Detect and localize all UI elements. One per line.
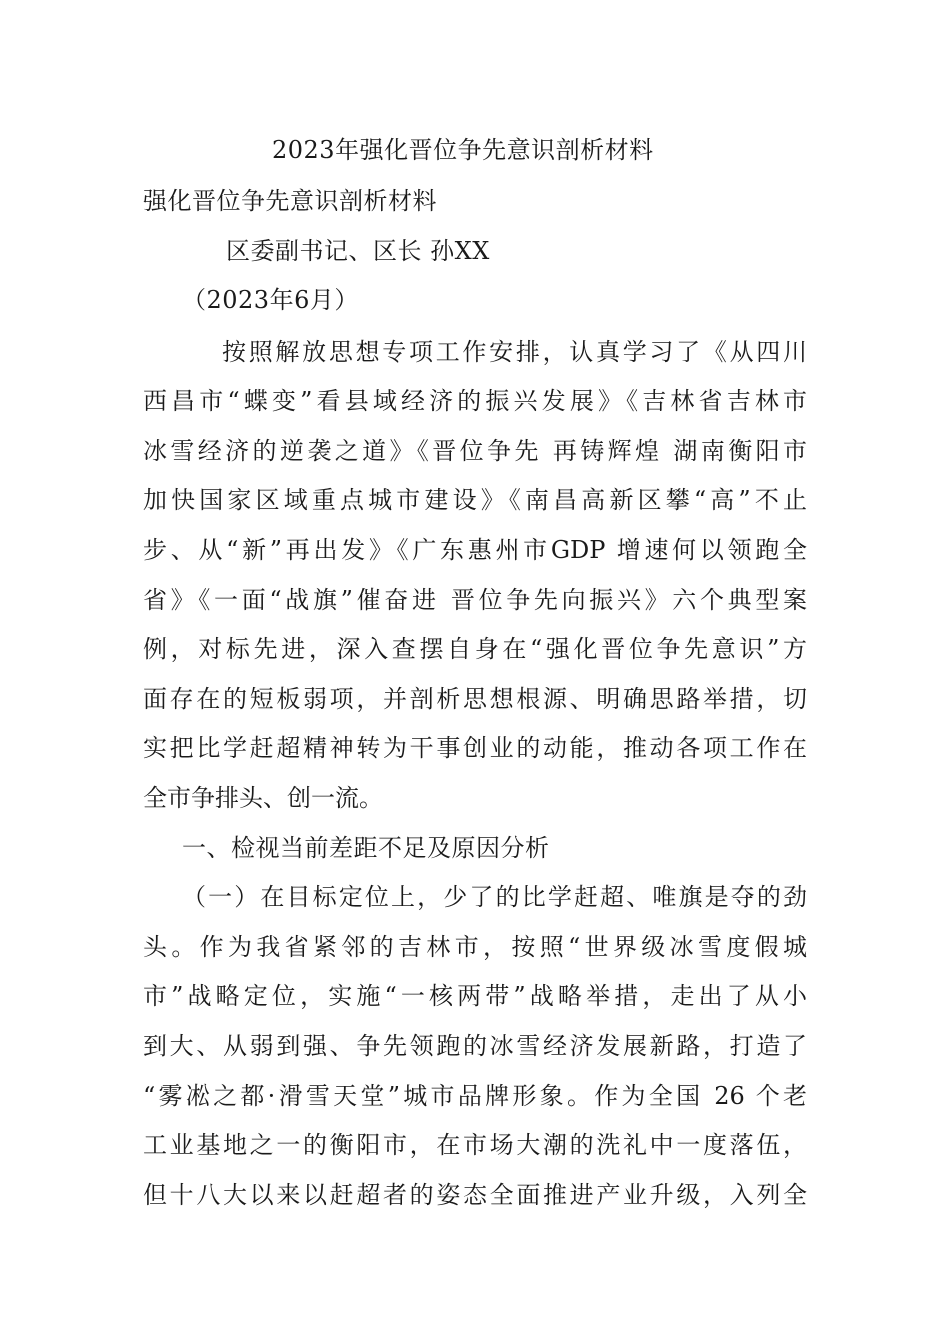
intro-line: 省》《一面“战旗”催奋进 晋位争先向振兴》六个典型案 xyxy=(143,586,807,614)
date-line: （2023年6月） xyxy=(182,286,359,314)
intro-line: 全市争排头、创一流。 xyxy=(143,784,383,812)
intro-line: 实把比学赶超精神转为干事创业的动能，推动各项工作在 xyxy=(143,734,807,762)
section-line: 到大、从弱到强、争先领跑的冰雪经济发展新路，打造了 xyxy=(143,1032,807,1060)
section-line: 市”战略定位，实施“一核两带”战略举措，走出了从小 xyxy=(143,982,807,1010)
intro-line: 冰雪经济的逆袭之道》《晋位争先 再铸辉煌 湖南衡阳市 xyxy=(143,437,807,465)
document-title: 2023年强化晋位争先意识剖析材料 xyxy=(272,136,654,164)
section-line: 工业基地之一的衡阳市，在市场大潮的洗礼中一度落伍， xyxy=(143,1131,807,1159)
intro-line: 例，对标先进，深入查摆自身在“强化晋位争先意识”方 xyxy=(143,635,807,663)
author-line: 区委副书记、区长 孙XX xyxy=(226,237,490,265)
intro-line: 加快国家区域重点城市建设》《南昌高新区攀“高”不止 xyxy=(143,486,807,514)
section-line: 但十八大以来以赶超者的姿态全面推进产业升级，入列全 xyxy=(143,1181,807,1209)
intro-line: 面存在的短板弱项，并剖析思想根源、明确思路举措，切 xyxy=(143,685,807,713)
section-line: “雾凇之都·滑雪天堂”城市品牌形象。作为全国 26 个老 xyxy=(143,1082,807,1110)
section-heading: 一、检视当前差距不足及原因分析 xyxy=(182,834,550,862)
document-subtitle: 强化晋位争先意识剖析材料 xyxy=(143,187,437,215)
intro-line: 西昌市“蝶变”看县域经济的振兴发展》《吉林省吉林市 xyxy=(143,387,807,415)
section-line: （一）在目标定位上，少了的比学赶超、唯旗是夺的劲 xyxy=(182,883,807,911)
section-line: 头。作为我省紧邻的吉林市，按照“世界级冰雪度假城 xyxy=(143,933,807,961)
intro-line: 按照解放思想专项工作安排，认真学习了《从四川 xyxy=(222,338,807,366)
intro-line: 步、从“新”再出发》《广东惠州市GDP 增速何以领跑全 xyxy=(143,536,807,564)
